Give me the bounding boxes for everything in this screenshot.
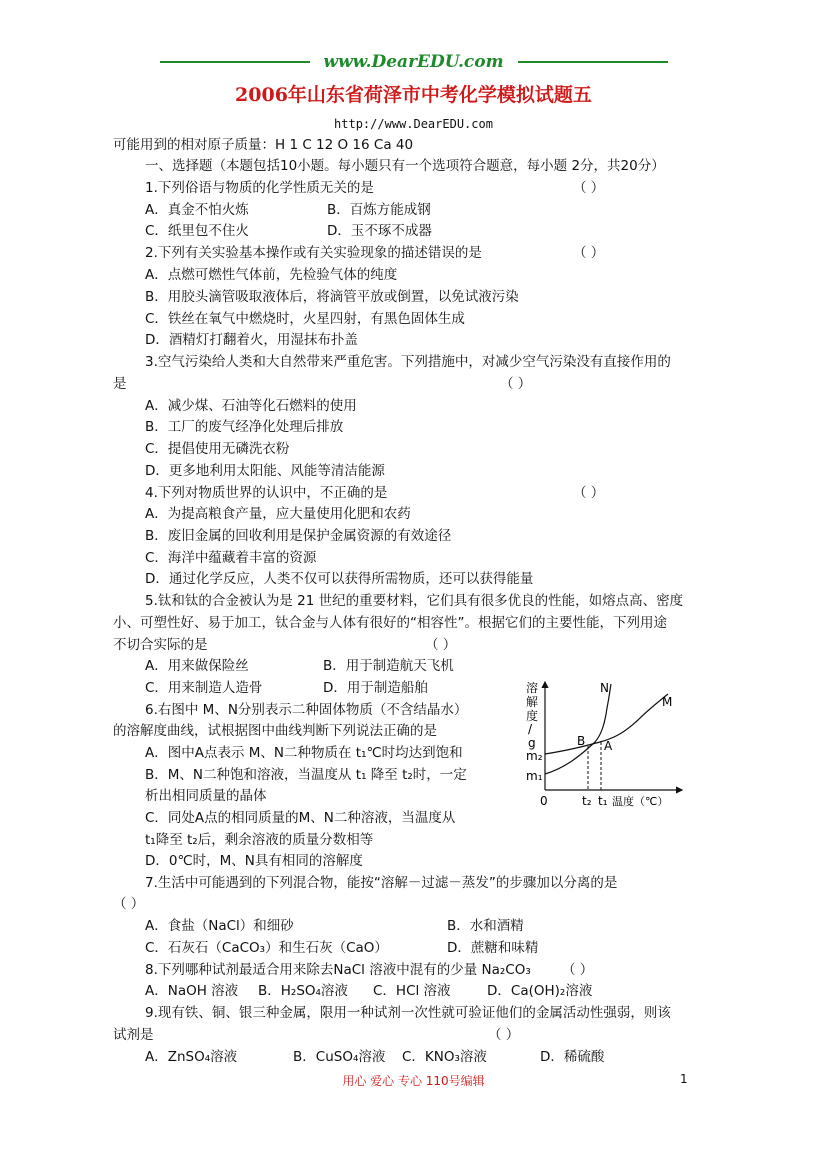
q1-stem: 1.下列俗语与物质的化学性质无关的是 <box>145 180 374 196</box>
footer-text: 用心 爱心 专心 110号编辑 <box>342 1074 485 1088</box>
q2-option-c: C．铁丝在氧气中燃烧时，火星四射，有黑色固体生成 <box>145 311 465 327</box>
y-axis-label-5: g <box>528 736 536 750</box>
q7-answer-blank: （ ） <box>113 896 145 912</box>
solubility-graph <box>520 678 685 816</box>
y-axis-label-1: 溶 <box>526 681 539 695</box>
q6-line2: 的溶解度曲线，试根据图中曲线判断下列说法正确的是 <box>113 723 437 739</box>
curve-n <box>545 684 611 774</box>
q1-option-a: A．真金不怕火炼 <box>145 202 249 218</box>
q4-stem: 4.下列对物质世界的认识中，不正确的是 <box>145 485 388 501</box>
q4-answer-blank: （ ） <box>573 485 605 501</box>
q6-line1: 6.右图中 M、N分别表示二种固体物质（不含结晶水） <box>145 702 468 718</box>
q4-option-a: A．为提高粮食产量，应大量使用化肥和农药 <box>145 506 411 522</box>
q7-option-b: B．水和酒精 <box>447 918 524 934</box>
curve-m-label: M <box>662 695 673 709</box>
q4-option-b: B．废旧金属的回收利用是保护金属资源的有效途径 <box>145 528 452 544</box>
q2-option-b: B．用胶头滴管吸取液体后，将滴管平放或倒置，以免试液污染 <box>145 289 519 305</box>
q1-option-d: D．玉不琢不成器 <box>327 223 432 239</box>
m1-label: m₁ <box>526 769 543 783</box>
atomic-masses: 可能用到的相对原子质量：H 1 C 12 O 16 Ca 40 <box>113 137 414 153</box>
q5-line1: 5.钛和钛的合金被认为是 21 世纪的重要材料，它们具有很多优良的性能，如熔点高、密度 <box>145 593 684 609</box>
y-axis-label-4: / <box>528 722 533 736</box>
q3-option-d: D．更多地利用太阳能、风能等清洁能源 <box>145 463 385 479</box>
page-number: 1 <box>680 1072 688 1086</box>
m2-label: m₂ <box>526 749 543 763</box>
point-b-label: B <box>577 734 586 748</box>
q9-line1: 9.现有铁、铜、银三种金属，限用一种试剂一次性就可验证他们的金属活动性强弱，则该 <box>145 1005 671 1021</box>
q6-option-d: D．0℃时，M、N具有相同的溶解度 <box>145 853 363 869</box>
x-axis-label: 温度（℃） <box>612 795 669 808</box>
q3-answer-blank: （ ） <box>500 376 532 392</box>
y-axis-label-3: 度 <box>526 709 539 723</box>
q8-answer-blank: （ ） <box>562 962 594 978</box>
q1-answer-blank: （ ） <box>573 180 605 196</box>
section-heading: 一、选择题（本题包括10小题。每小题只有一个选项符合题意，每小题 2分，共20分） <box>145 158 665 174</box>
q5-line3: 不切合实际的是 <box>113 637 208 653</box>
page-title: 2006年山东省荷泽市中考化学模拟试题五 <box>235 84 592 106</box>
q7-option-c: C．石灰石（CaCO₃）和生石灰（CaO） <box>145 940 388 956</box>
q5-answer-blank: （ ） <box>425 637 457 653</box>
q9-option-b: B．CuSO₄溶液 <box>293 1049 386 1065</box>
q8-option-d: D．Ca(OH)₂溶液 <box>487 983 593 999</box>
q6-option-b: B．M、N二种饱和溶液，当温度从 t₁ 降至 t₂时，一定 <box>145 767 467 783</box>
q3-option-b: B．工厂的废气经净化处理后排放 <box>145 419 344 435</box>
q6-option-a: A．图中A点表示 M、N二种物质在 t₁℃时均达到饱和 <box>145 745 463 761</box>
q9-option-a: A．ZnSO₄溶液 <box>145 1049 238 1065</box>
t1-label: t₁ <box>598 794 608 808</box>
t2-label: t₂ <box>582 794 592 808</box>
q9-option-d: D．稀硫酸 <box>540 1049 605 1065</box>
site-url: http://www.DearEDU.com <box>334 117 493 131</box>
q7-line1: 7.生活中可能遇到的下列混合物，能按“溶解－过滤－蒸发”的步骤加以分离的是 <box>145 875 618 891</box>
point-a-label: A <box>604 739 613 753</box>
q8-stem: 8.下列哪种试剂最适合用来除去NaCl 溶液中混有的少量 Na₂CO₃ <box>145 962 531 978</box>
q3-option-a: A．减少煤、石油等化石燃料的使用 <box>145 398 357 414</box>
q2-option-d: D．酒精灯打翻着火，用湿抹布扑盖 <box>145 332 358 348</box>
q9-option-c: C．KNO₃溶液 <box>402 1049 487 1065</box>
q1-option-b: B．百炼方能成钢 <box>327 202 431 218</box>
q7-option-d: D．蔗糖和味精 <box>447 940 539 956</box>
q1-option-c: C．纸里包不住火 <box>145 223 249 239</box>
q4-option-d: D．通过化学反应，人类不仅可以获得所需物质，还可以获得能量 <box>145 571 534 587</box>
q3-stem-cont: 是 <box>113 376 127 392</box>
q8-option-c: C．HCl 溶液 <box>373 983 451 999</box>
q5-option-b: B．用于制造航天飞机 <box>323 658 454 674</box>
site-name: www.DearEDU.com <box>323 52 504 72</box>
q2-stem: 2.下列有关实验基本操作或有关实验现象的描述错误的是 <box>145 245 482 261</box>
q5-line2: 小、可塑性好、易于加工，钛合金与人体有很好的“相容性”。根据它们的主要性能，下列用途 <box>113 615 667 631</box>
q5-option-a: A．用来做保险丝 <box>145 658 249 674</box>
q3-option-c: C．提倡使用无磷洗衣粉 <box>145 441 290 457</box>
q5-option-c: C．用来制造人造骨 <box>145 680 263 696</box>
q8-option-b: B．H₂SO₄溶液 <box>258 983 348 999</box>
curve-n-label: N <box>600 681 609 695</box>
q8-option-a: A．NaOH 溶液 <box>145 983 239 999</box>
q5-option-d: D．用于制造船舶 <box>323 680 428 696</box>
y-axis-label-2: 解 <box>526 695 539 709</box>
q9-line2: 试剂是 <box>113 1027 154 1043</box>
q7-option-a: A．食盐（NaCl）和细砂 <box>145 918 294 934</box>
q3-stem: 3.空气污染给人类和大自然带来严重危害。下列措施中，对减少空气污染没有直接作用的 <box>145 354 671 370</box>
origin-label: 0 <box>540 794 548 808</box>
q6-option-c-cont: t₁降至 t₂后，剩余溶液的质量分数相等 <box>145 832 374 848</box>
q6-option-b-cont: 析出相同质量的晶体 <box>145 788 267 804</box>
q6-option-c: C．同处A点的相同质量的M、N二种溶液，当温度从 <box>145 810 456 826</box>
q2-option-a: A．点燃可燃性气体前，先检验气体的纯度 <box>145 267 398 283</box>
q2-answer-blank: （ ） <box>573 245 605 261</box>
q4-option-c: C．海洋中蕴藏着丰富的资源 <box>145 550 317 566</box>
q9-answer-blank: （ ） <box>488 1027 520 1043</box>
